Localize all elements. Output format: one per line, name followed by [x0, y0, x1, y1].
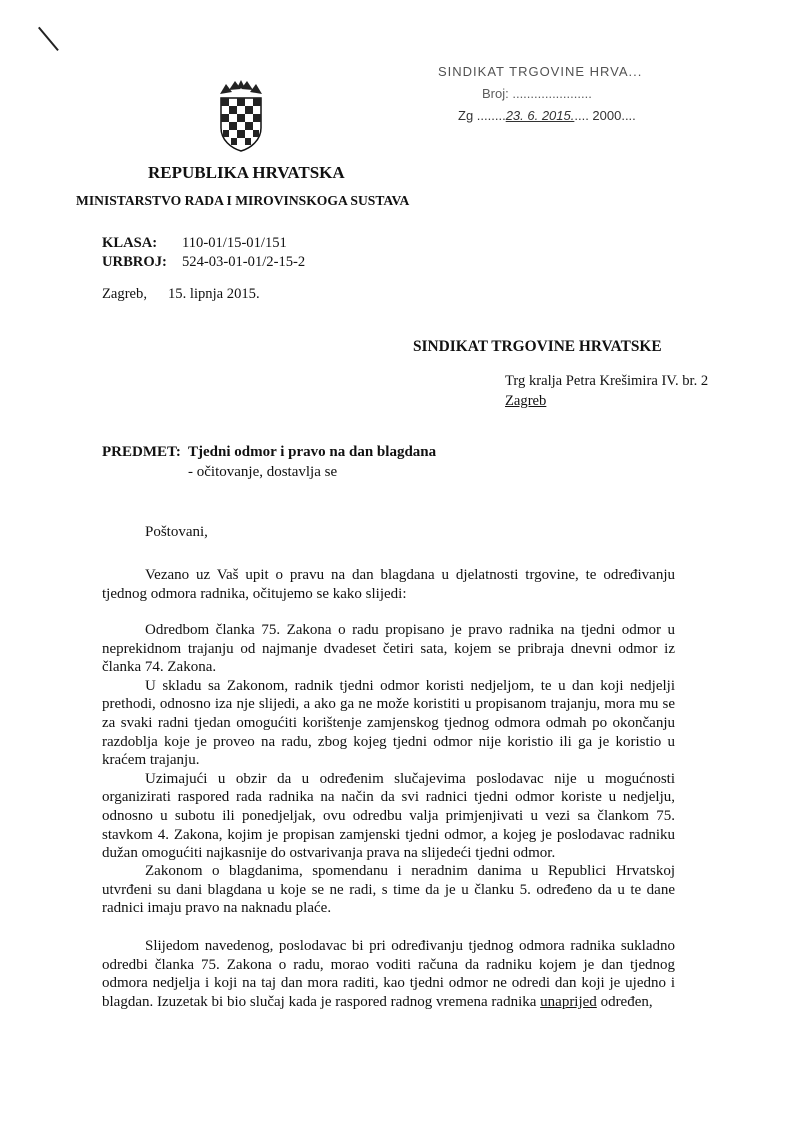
date-place: Zagreb,	[102, 286, 147, 302]
subject-title: Tjedni odmor i pravo na dan blagdana	[188, 444, 437, 460]
greeting: Poštovani,	[145, 524, 208, 540]
paragraph-4: Uzimajući u obzir da u određenim slučajevima poslodavac nije u mogućnosti organizirati raspored rada radnika na način da svi radnici tjedni odmor koriste u nedjelju, odnosno u subotu ili ponedjeljak, ovu odredbu valja primjenjivati u vezi sa člankom 75. stavkom 4. Zakona, kojim je propisan zamjenski tjedni odmor, a kojeg je poslodavac radniku dužan omogućiti najkasnije do ostvarivanja prava na slijedeći tjedni odmor.	[102, 770, 675, 862]
stamp-org: SINDIKAT TRGOVINE HRVA...	[438, 64, 643, 79]
paragraph-6: Slijedom navedenog, poslodavac bi pri određivanju tjednog odmora radnika sukladno odredbi članka 75. Zakona o radu, morao voditi računa da radniku kojem je dan tjednog odmora nedjelja i koji na taj dan mora raditi, kao tjedni odmor ne odredi dan koji je ujedno i blagdan. Izuzetak bi bio slučaj kada je raspored radnog vremena radnika unaprijed određen,	[102, 938, 675, 1010]
recipient-name: SINDIKAT TRGOVINE HRVATSKE	[413, 338, 662, 355]
ministry-heading: MINISTARSTVO RADA I MIROVINSKOGA SUSTAVA	[76, 193, 410, 208]
recipient-address	[505, 371, 708, 411]
paragraph-2: Odredbom članka 75. Zakona o radu propisano je pravo radnika na tjedni odmor u neprekidnom trajanju od najmanje dvadeset četiri sata, kojem se pribraja dnevni odmor iz članka 74. Zakona.	[102, 622, 675, 676]
urbroj-value: 524-03-01-01/2-15-2	[182, 254, 306, 270]
urbroj-label: URBROJ:	[102, 254, 167, 270]
subject-block	[102, 442, 436, 482]
paragraph-5: Zakonom o blagdanima, spomendanu i neradnim danima u Republici Hrvatskoj utvrđeni su dani blagdana u koje se ne radi, s time da je u članku 5. određeno da u te dane radnici imaju pravo na naknadu plaće.	[102, 863, 675, 917]
reference-block	[102, 234, 305, 272]
received-stamp	[430, 62, 660, 134]
body-block-main	[102, 621, 675, 863]
date-value: 15. lipnja 2015.	[168, 286, 260, 302]
scan-mark	[38, 27, 59, 51]
country-heading: REPUBLIKA HRVATSKA	[148, 163, 345, 182]
date-line	[102, 286, 260, 303]
coat-of-arms-icon	[216, 80, 266, 152]
klasa-label: KLASA:	[102, 235, 158, 251]
recipient-city: Zagreb	[505, 393, 547, 409]
paragraph-3: U skladu sa Zakonom, radnik tjedni odmor koristi nedjeljom, te u dan koji nedjelji prethodi, odnosno iza nje slijedi, a ako ga ne može koristiti u propisanom trajanju, mora mu se za svaki radni tjedan omogućiti korištenje zamjenskog tjednog odmora odmah po okončanju razdoblja koje je proveo na radu, zbog kojeg tjedni odmor nije koristio ili ga je koristio u kraćem trajanju.	[102, 677, 675, 769]
subject-subtitle: - očitovanje, dostavlja se	[188, 464, 338, 480]
stamp-date-line: Zg ........23. 6. 2015..... 2000....	[458, 108, 636, 123]
stamp-number: Broj: ......................	[482, 86, 592, 101]
subject-label: PREDMET:	[102, 444, 181, 460]
recipient-street: Trg kralja Petra Krešimira IV. br. 2	[505, 373, 709, 389]
paragraph-1: Vezano uz Vaš upit o pravu na dan blagdana u djelatnosti trgovine, te određivanju tjednog odmora radnika, očitujemo se kako slijedi:	[102, 567, 675, 602]
klasa-value: 110-01/15-01/151	[182, 235, 287, 251]
